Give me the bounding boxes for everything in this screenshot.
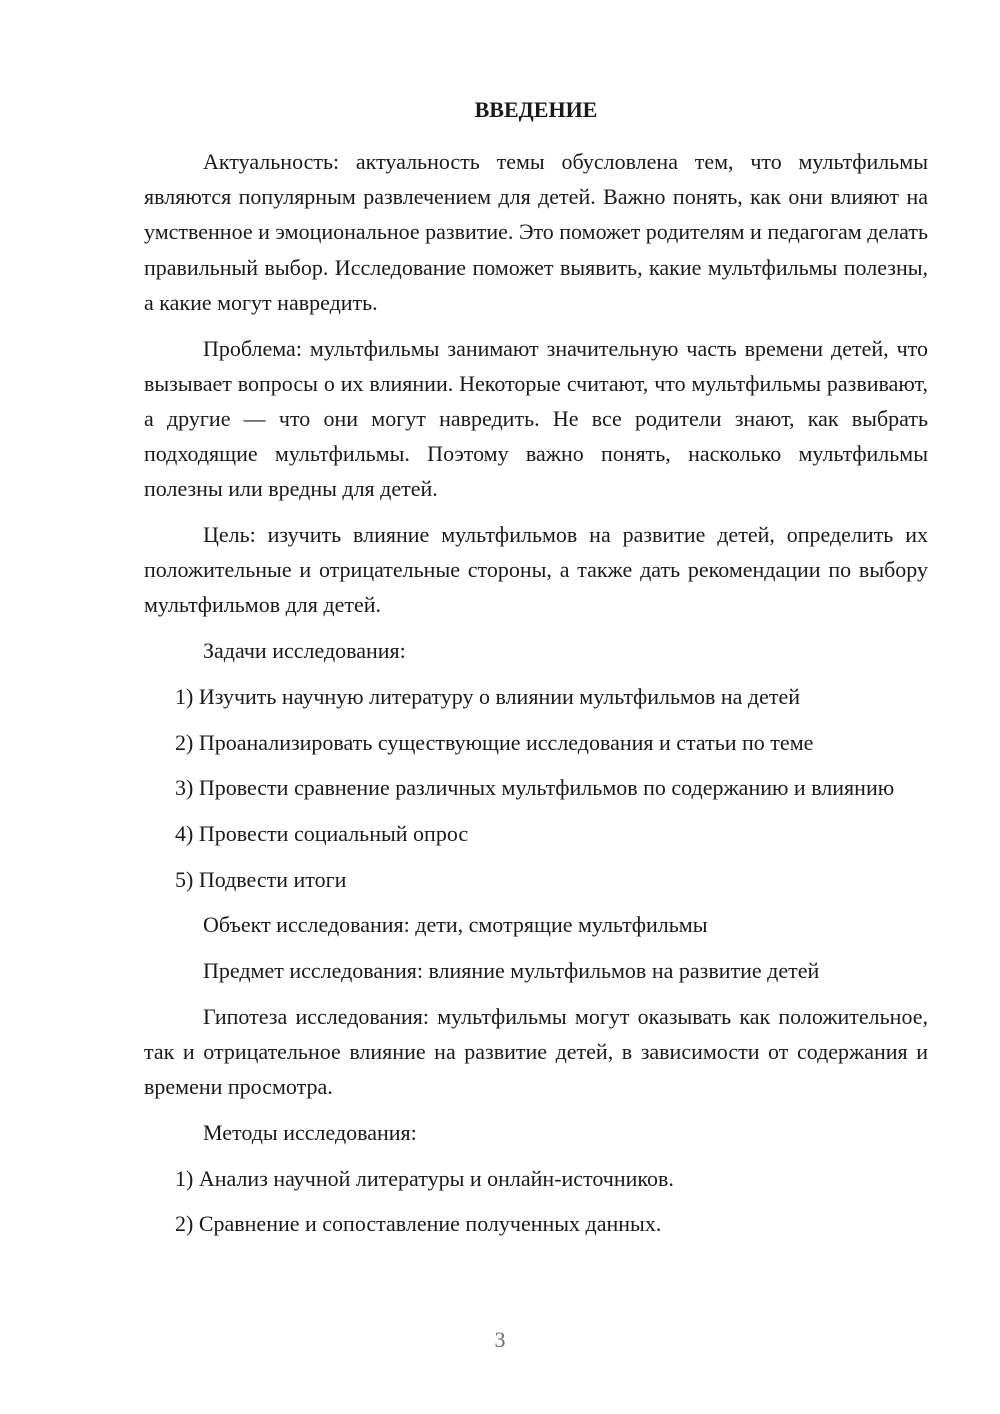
task-item: 4) Провести социальный опрос — [175, 820, 469, 846]
goal-paragraph: Цель: изучить влияние мультфильмов на развитие детей, определить их положительные и отрицательные стороны, а также дать рекомендации по выбору мультфильмов для детей. — [144, 522, 928, 618]
subject-paragraph: Предмет исследования: влияние мультфильмов на развитие детей — [203, 958, 820, 984]
task-item: 2) Проанализировать существующие исследования и статьи по теме — [175, 729, 814, 755]
method-item: 1) Анализ научной литературы и онлайн-источников. — [175, 1165, 674, 1191]
hypothesis-paragraph: Гипотеза исследования: мультфильмы могут оказывать как положительное, так и отрицательное влияние на развитие детей, в зависимости от содержания и времени просмотра. — [144, 1003, 928, 1100]
relevance-paragraph: Актуальность: актуальность темы обусловлена тем, что мультфильмы являются популярным развлечением для детей. Важно понять, как они влияют на умственное и эмоциональное развитие. Это поможет родителям и педагогам делать правильный выбор. Исследование поможет выявить, какие мультфильмы полезны, а какие могут навредить. — [144, 149, 928, 315]
method-item: 2) Сравнение и сопоставление полученных данных. — [175, 1211, 662, 1237]
task-item: 5) Подвести итоги — [175, 866, 347, 892]
object-paragraph: Объект исследования: дети, смотрящие мультфильмы — [203, 912, 708, 938]
problem-paragraph: Проблема: мультфильмы занимают значительную часть времени детей, что вызывает вопросы о их влиянии. Некоторые считают, что мультфильмы развивают, а другие — что они могут навредить. Не все родители знают, как выбрать подходящие мультфильмы. Поэтому важно понять, насколько мультфильмы полезны или вредны для детей. — [144, 335, 928, 502]
page-title: ВВЕДЕНИЕ — [474, 97, 598, 122]
page-number: 3 — [494, 1327, 506, 1352]
page-body — [144, 92, 928, 1252]
tasks-heading: Задачи исследования: — [203, 638, 406, 664]
task-item: 3) Провести сравнение различных мультфильмов по содержанию и влиянию — [175, 775, 895, 801]
methods-heading: Методы исследования: — [203, 1119, 417, 1145]
task-item: 1) Изучить научную литературу о влиянии мультфильмов на детей — [175, 683, 801, 709]
